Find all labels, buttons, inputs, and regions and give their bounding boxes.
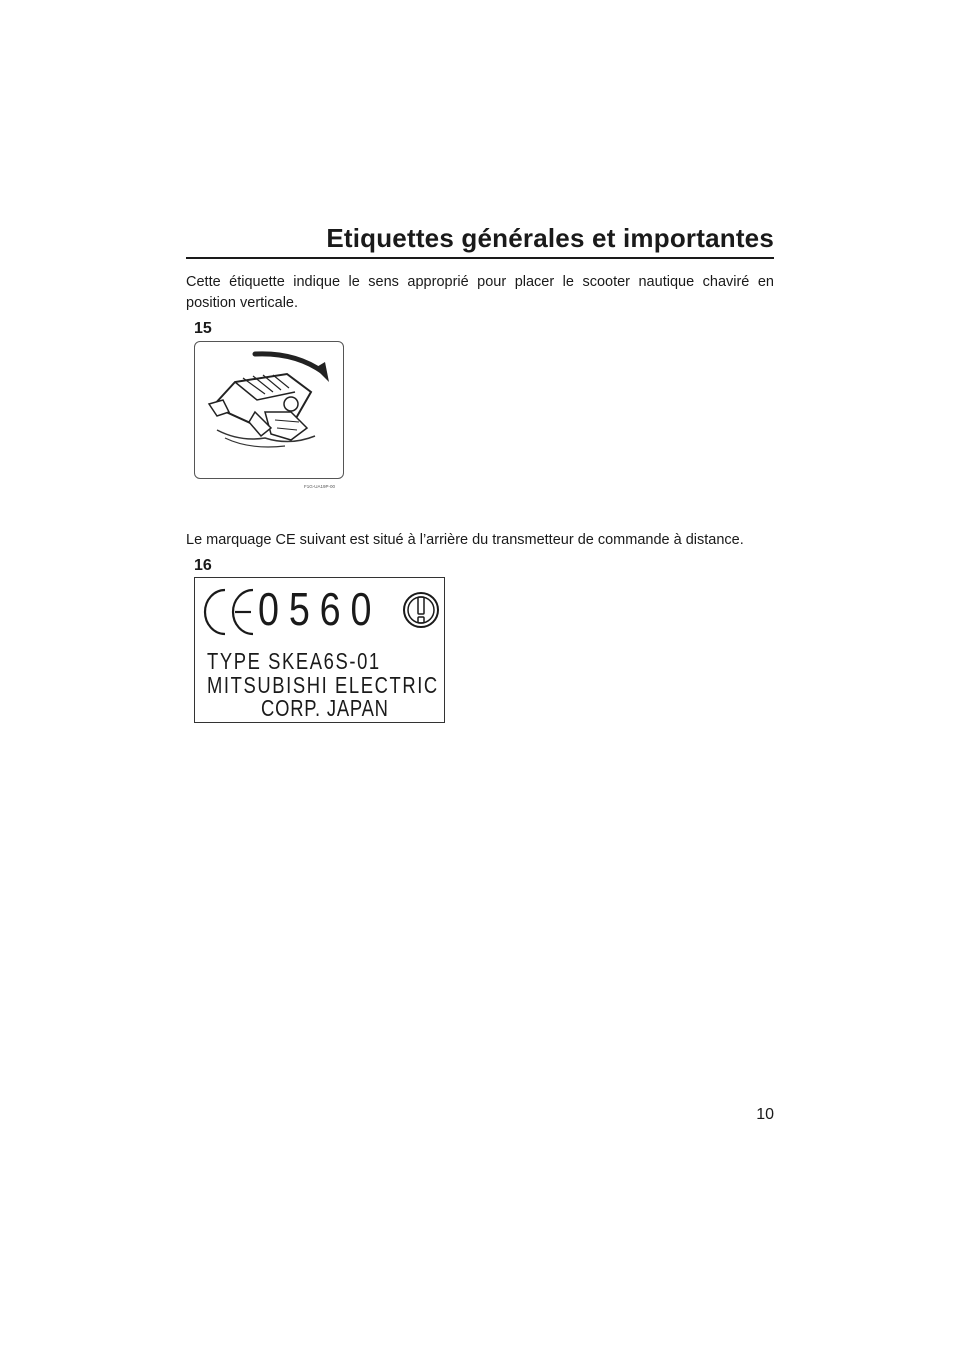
figure-15-number: 15 [194,320,212,337]
intro-paragraph: Cette étiquette indique le sens approprié pour placer le scooter nautique chaviré en position verticale. [186,274,774,311]
page-number: 10 [756,1106,774,1123]
figure-15-code: F1G-UA19P-00 [304,484,336,489]
title-rule [186,257,774,259]
ce-maker-line: MITSUBISHI ELECTRIC [207,672,439,698]
ce-marking-paragraph: Le marquage CE suivant est situé à l’arrière du transmetteur de commande à distance. [186,532,744,548]
ce-marking-label [194,577,445,723]
page-title: Etiquettes générales et importantes [326,223,774,253]
capsized-scooter-illustration [195,342,345,480]
capsize-label-figure [194,341,344,479]
ce-notified-body-number: 0560 [258,583,382,635]
figure-16-number: 16 [194,557,212,574]
ce-type-line: TYPE SKEA6S-01 [207,648,381,674]
ce-country-line: CORP. JAPAN [261,695,389,721]
